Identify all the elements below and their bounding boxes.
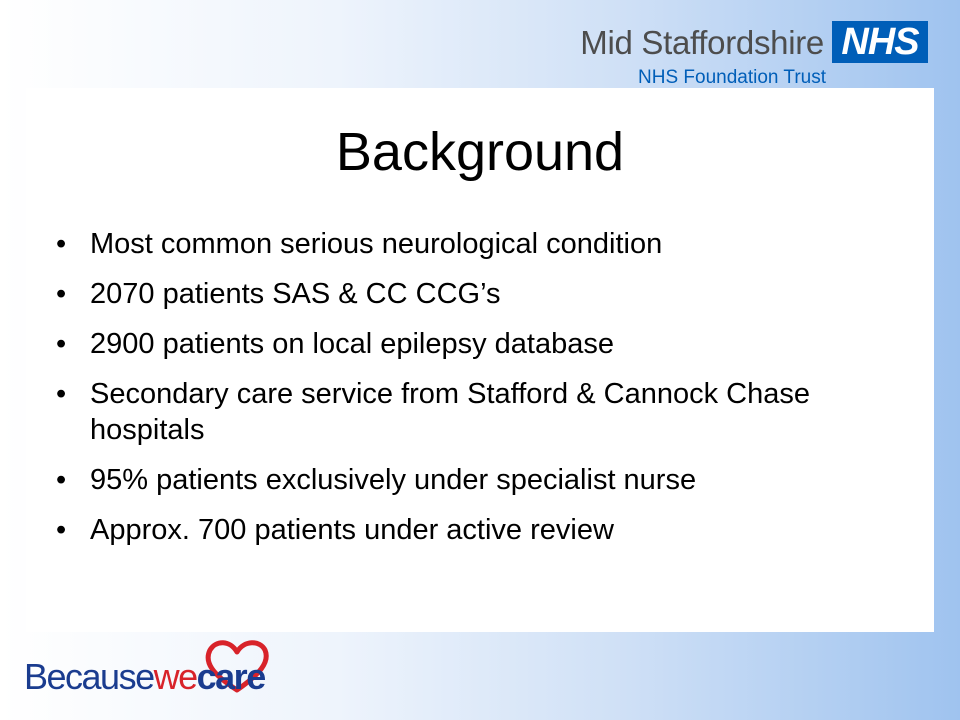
nhs-badge: NHS <box>832 21 928 63</box>
bullet-item <box>56 512 916 548</box>
bullet-item <box>56 462 916 498</box>
bullet-dot-icon: • <box>56 228 67 260</box>
bullet-item <box>56 326 916 362</box>
bullet-dot-icon: • <box>56 464 67 496</box>
bullet-item <box>56 226 916 262</box>
logo-wordmark <box>24 656 265 698</box>
trust-logo <box>580 10 944 88</box>
logo-we: we <box>153 656 197 697</box>
bullet-dot-icon: • <box>56 514 67 546</box>
bullet-text: Secondary care service from Stafford & Cannock Chase hospitals <box>90 378 810 446</box>
bullet-text: Most common serious neurological condition <box>90 228 663 260</box>
bullet-text: 2070 patients SAS & CC CCG’s <box>90 278 501 310</box>
bullet-item <box>56 276 916 312</box>
org-subtitle: NHS Foundation Trust <box>638 67 826 88</box>
slide-title: Background <box>335 122 625 182</box>
bullet-item <box>56 376 916 448</box>
logo-because: Because <box>24 656 154 697</box>
bullet-text: 2900 patients on local epilepsy database <box>90 328 614 360</box>
bullet-dot-icon: • <box>56 278 67 310</box>
bullet-dot-icon: • <box>56 328 67 360</box>
header-band <box>0 0 960 88</box>
content-panel <box>26 88 934 632</box>
bullet-text: 95% patients exclusively under specialist nurse <box>90 464 697 496</box>
bullet-text: Approx. 700 patients under active review <box>90 514 614 546</box>
bullet-list <box>56 226 916 562</box>
org-name: Mid Staffordshire <box>580 24 824 61</box>
logo-care: care <box>196 656 265 697</box>
bullet-dot-icon: • <box>56 378 67 410</box>
because-we-care-logo <box>24 638 284 710</box>
